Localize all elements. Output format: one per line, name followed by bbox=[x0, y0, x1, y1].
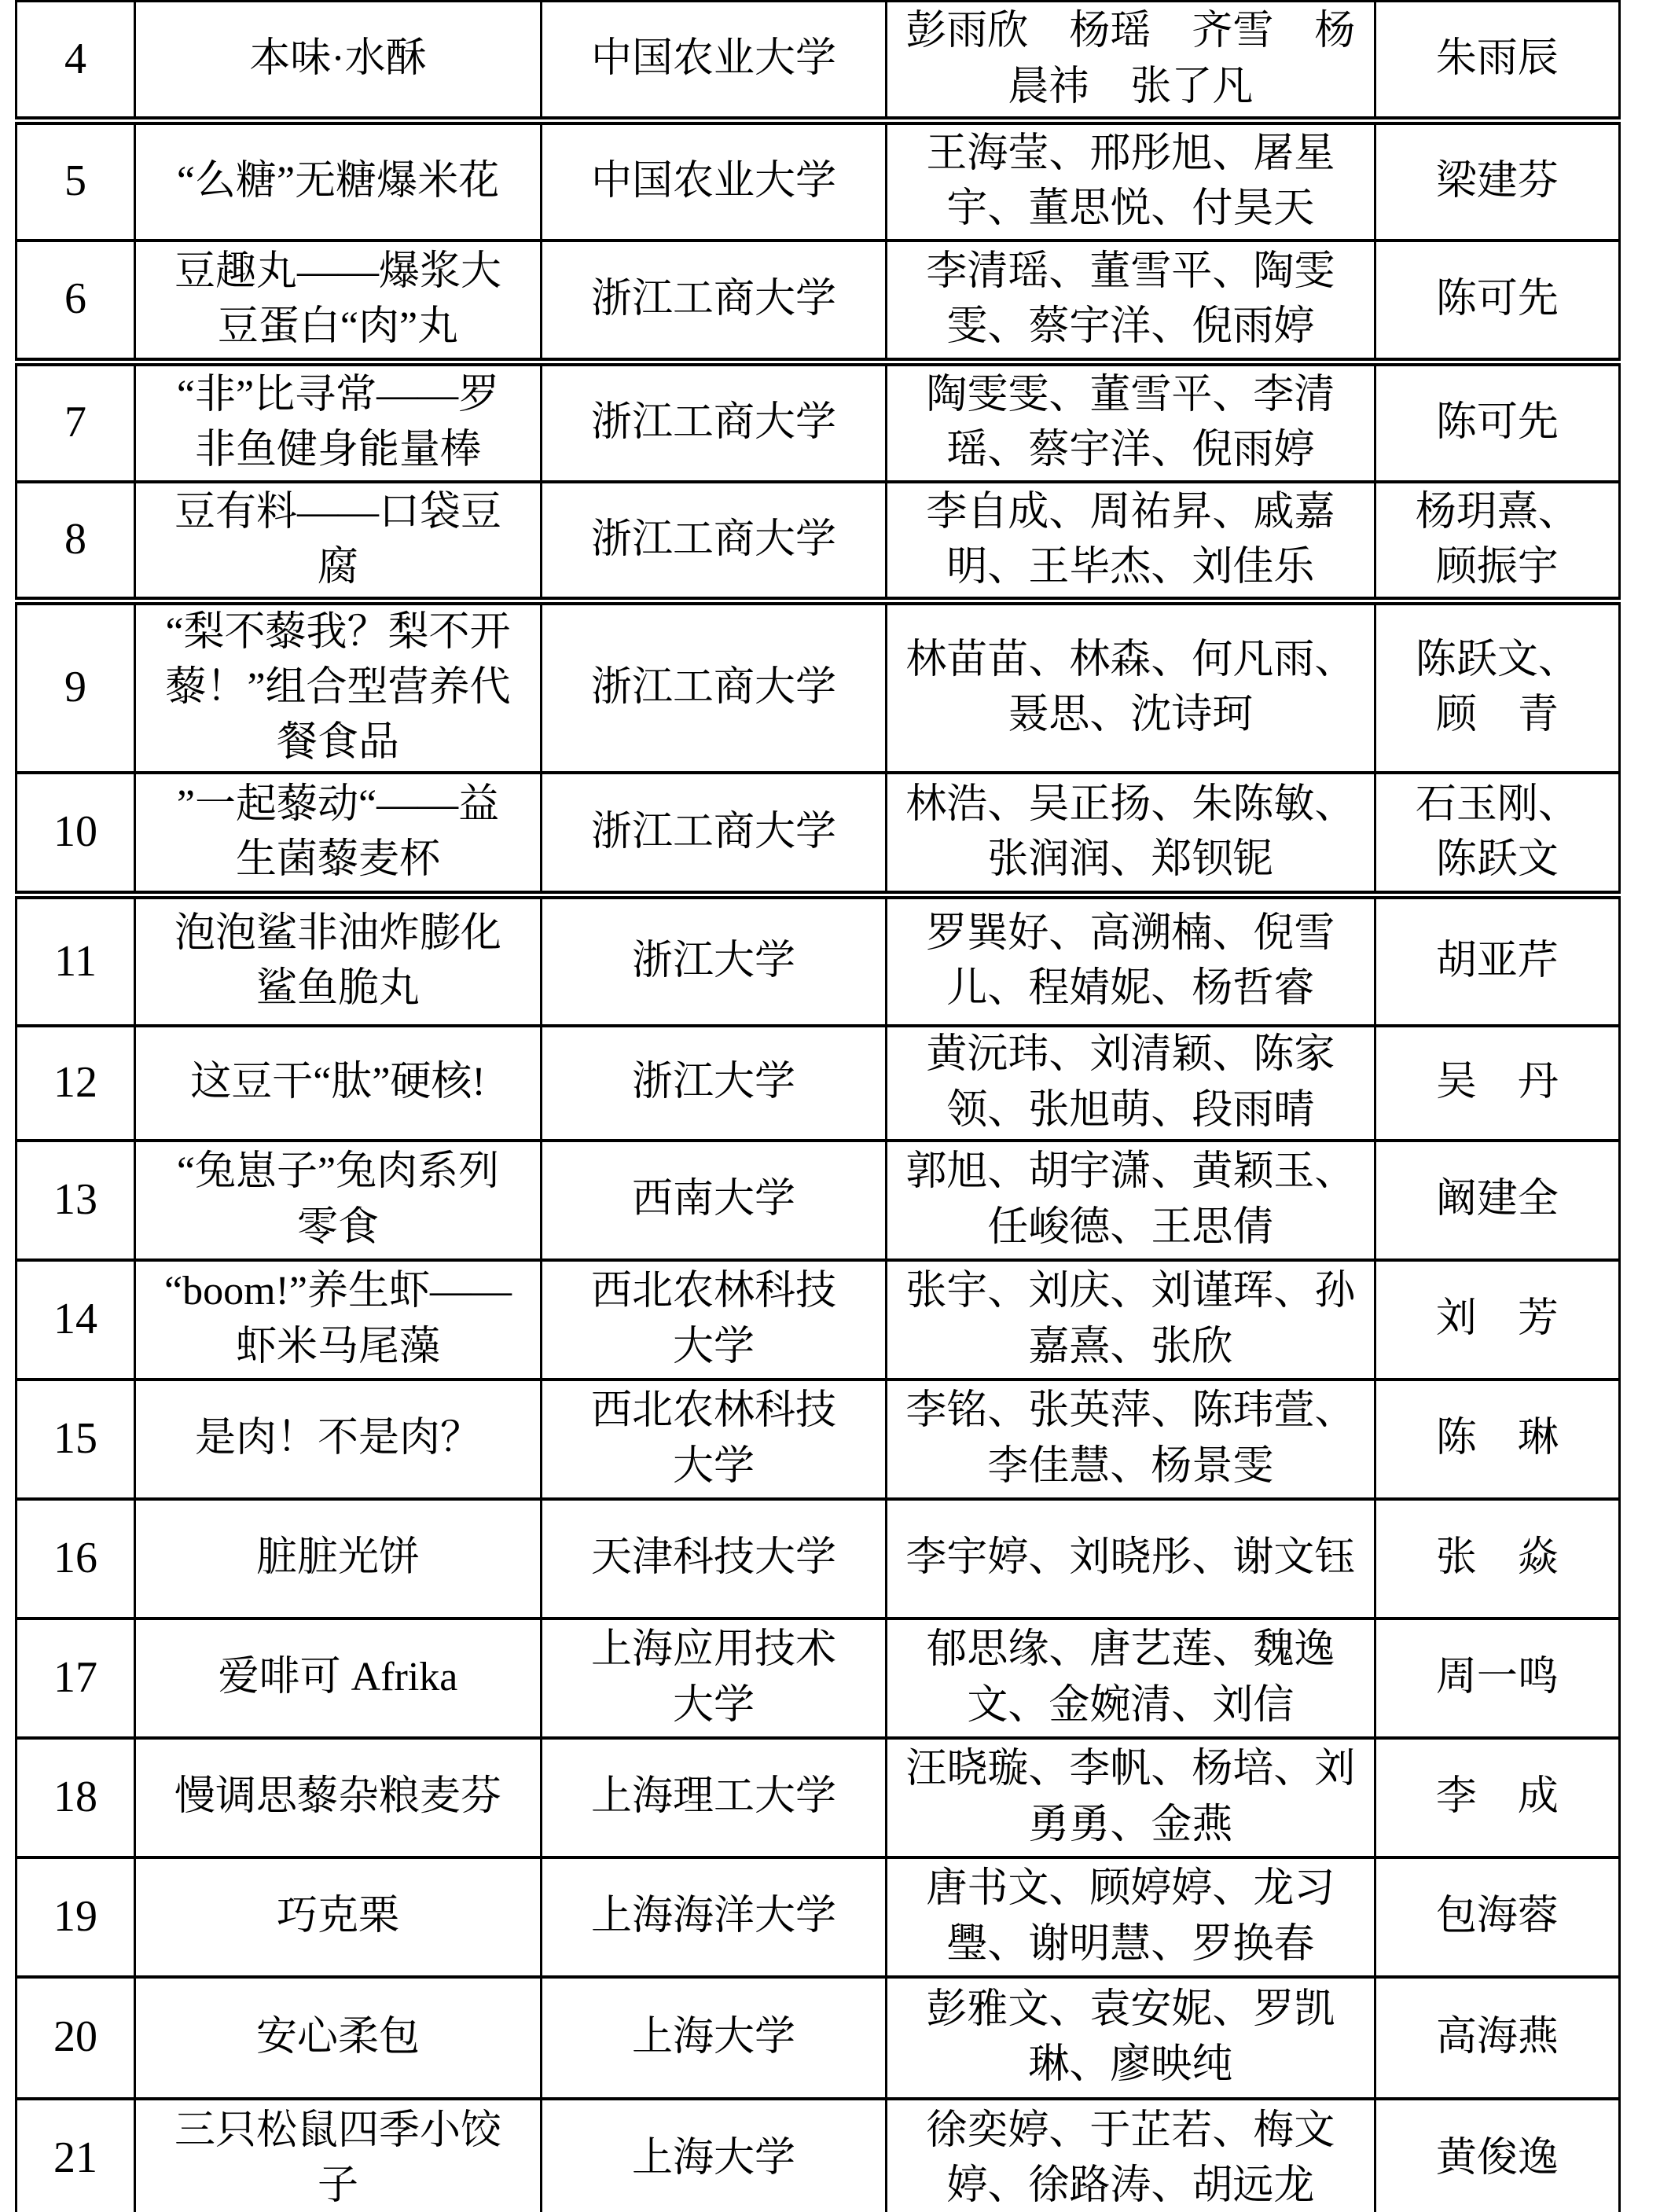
table-row bbox=[17, 1026, 1620, 1141]
row-number-cell: 11 bbox=[17, 895, 135, 1026]
table-row bbox=[17, 773, 1620, 895]
product-name-cell: 泡泡鲨非油炸膨化鲨鱼脆丸 bbox=[135, 895, 542, 1026]
table-row bbox=[17, 1857, 1620, 1977]
row-number-cell: 10 bbox=[17, 773, 135, 895]
team-members-cell: 黄沅玮、刘清颖、陈家领、张旭萌、段雨晴 bbox=[887, 1026, 1375, 1141]
table-row bbox=[17, 241, 1620, 362]
row-number-cell: 16 bbox=[17, 1499, 135, 1619]
product-name-cell: “非”比寻常——罗非鱼健身能量棒 bbox=[135, 362, 542, 482]
team-members-cell: 李清瑶、董雪平、陶雯雯、蔡宇洋、倪雨婷 bbox=[887, 241, 1375, 362]
team-members-cell: 彭雅文、袁安妮、罗凯琳、廖映纯 bbox=[887, 1977, 1375, 2099]
university-cell: 浙江工商大学 bbox=[541, 482, 886, 601]
row-number-cell: 15 bbox=[17, 1380, 135, 1499]
table-row bbox=[17, 1141, 1620, 1260]
table-row bbox=[17, 1260, 1620, 1380]
results-table-body bbox=[17, 2, 1620, 2212]
team-members-cell: 徐奕婷、于芷若、梅文婷、徐路涛、胡远龙 bbox=[887, 2099, 1375, 2212]
university-cell: 西南大学 bbox=[541, 1141, 886, 1260]
table-row bbox=[17, 1977, 1620, 2099]
row-number-cell: 20 bbox=[17, 1977, 135, 2099]
advisor-cell: 杨玥熹、顾振宇 bbox=[1375, 482, 1619, 601]
team-members-cell: 林浩、吴正扬、朱陈敏、张润润、郑钡铌 bbox=[887, 773, 1375, 895]
row-number-cell: 17 bbox=[17, 1619, 135, 1738]
advisor-cell: 张 焱 bbox=[1375, 1499, 1619, 1619]
university-cell: 浙江工商大学 bbox=[541, 773, 886, 895]
row-number-cell: 18 bbox=[17, 1738, 135, 1857]
product-name-cell: 巧克栗 bbox=[135, 1857, 542, 1977]
product-name-cell: 本味·水酥 bbox=[135, 2, 542, 121]
row-number-cell: 19 bbox=[17, 1857, 135, 1977]
product-name-cell: “兔崽子”兔肉系列零食 bbox=[135, 1141, 542, 1260]
team-members-cell: 林苗苗、林森、何凡雨、聂思、沈诗珂 bbox=[887, 601, 1375, 773]
product-name-cell: “么糖”无糖爆米花 bbox=[135, 121, 542, 241]
university-cell: 中国农业大学 bbox=[541, 121, 886, 241]
row-number-cell: 8 bbox=[17, 482, 135, 601]
table-row bbox=[17, 362, 1620, 482]
university-cell: 上海应用技术大学 bbox=[541, 1619, 886, 1738]
university-cell: 浙江工商大学 bbox=[541, 601, 886, 773]
advisor-cell: 胡亚芹 bbox=[1375, 895, 1619, 1026]
advisor-cell: 朱雨辰 bbox=[1375, 2, 1619, 121]
university-cell: 天津科技大学 bbox=[541, 1499, 886, 1619]
university-cell: 浙江大学 bbox=[541, 1026, 886, 1141]
advisor-cell: 陈跃文、顾 青 bbox=[1375, 601, 1619, 773]
advisor-cell: 石玉刚、陈跃文 bbox=[1375, 773, 1619, 895]
product-name-cell: ”一起藜动“——益生菌藜麦杯 bbox=[135, 773, 542, 895]
row-number-cell: 5 bbox=[17, 121, 135, 241]
table-row bbox=[17, 482, 1620, 601]
row-number-cell: 6 bbox=[17, 241, 135, 362]
table-row bbox=[17, 1738, 1620, 1857]
university-cell: 中国农业大学 bbox=[541, 2, 886, 121]
advisor-cell: 刘 芳 bbox=[1375, 1260, 1619, 1380]
table-row bbox=[17, 601, 1620, 773]
product-name-cell: 爱啡可 Afrika bbox=[135, 1619, 542, 1738]
product-name-cell: 豆有料——口袋豆腐 bbox=[135, 482, 542, 601]
product-name-cell: 脏脏光饼 bbox=[135, 1499, 542, 1619]
university-cell: 浙江工商大学 bbox=[541, 241, 886, 362]
table-row bbox=[17, 1619, 1620, 1738]
row-number-cell: 13 bbox=[17, 1141, 135, 1260]
product-name-cell: 三只松鼠四季小饺子 bbox=[135, 2099, 542, 2212]
team-members-cell: 李铭、张英萍、陈玮萱、李佳慧、杨景雯 bbox=[887, 1380, 1375, 1499]
row-number-cell: 14 bbox=[17, 1260, 135, 1380]
table-row bbox=[17, 121, 1620, 241]
university-cell: 上海大学 bbox=[541, 1977, 886, 2099]
advisor-cell: 陈 琳 bbox=[1375, 1380, 1619, 1499]
team-members-cell: 罗巽好、高溯楠、倪雪儿、程婧妮、杨哲睿 bbox=[887, 895, 1375, 1026]
row-number-cell: 12 bbox=[17, 1026, 135, 1141]
team-members-cell: 张宇、刘庆、刘谨珲、孙嘉熹、张欣 bbox=[887, 1260, 1375, 1380]
team-members-cell: 郭旭、胡宇潇、黄颖玉、任峻德、王思倩 bbox=[887, 1141, 1375, 1260]
team-members-cell: 汪晓璇、李帆、杨培、刘勇勇、金燕 bbox=[887, 1738, 1375, 1857]
advisor-cell: 吴 丹 bbox=[1375, 1026, 1619, 1141]
table-row bbox=[17, 2, 1620, 121]
row-number-cell: 7 bbox=[17, 362, 135, 482]
university-cell: 西北农林科技大学 bbox=[541, 1380, 886, 1499]
team-members-cell: 李自成、周祐昇、戚嘉明、王毕杰、刘佳乐 bbox=[887, 482, 1375, 601]
table-row bbox=[17, 1380, 1620, 1499]
table-row bbox=[17, 1499, 1620, 1619]
product-name-cell: 豆趣丸——爆浆大豆蛋白“肉”丸 bbox=[135, 241, 542, 362]
team-members-cell: 李宇婷、刘晓彤、谢文钰 bbox=[887, 1499, 1375, 1619]
product-name-cell: 这豆干“肽”硬核! bbox=[135, 1026, 542, 1141]
table-row bbox=[17, 895, 1620, 1026]
advisor-cell: 李 成 bbox=[1375, 1738, 1619, 1857]
team-members-cell: 陶雯雯、董雪平、李清瑶、蔡宇洋、倪雨婷 bbox=[887, 362, 1375, 482]
advisor-cell: 梁建芬 bbox=[1375, 121, 1619, 241]
team-members-cell: 唐书文、顾婷婷、龙习璺、谢明慧、罗换春 bbox=[887, 1857, 1375, 1977]
product-name-cell: 慢调思藜杂粮麦芬 bbox=[135, 1738, 542, 1857]
advisor-cell: 周一鸣 bbox=[1375, 1619, 1619, 1738]
university-cell: 上海理工大学 bbox=[541, 1738, 886, 1857]
team-members-cell: 彭雨欣 杨瑶 齐雪 杨晨祎 张了凡 bbox=[887, 2, 1375, 121]
team-members-cell: 郁思缘、唐艺莲、魏逸文、金婉清、刘信 bbox=[887, 1619, 1375, 1738]
team-members-cell: 王海莹、邢彤旭、屠星宇、董思悦、付昊天 bbox=[887, 121, 1375, 241]
table-row bbox=[17, 2099, 1620, 2212]
university-cell: 上海海洋大学 bbox=[541, 1857, 886, 1977]
university-cell: 浙江工商大学 bbox=[541, 362, 886, 482]
product-name-cell: 是肉！不是肉？ bbox=[135, 1380, 542, 1499]
product-name-cell: “boom!”养生虾——虾米马尾藻 bbox=[135, 1260, 542, 1380]
university-cell: 浙江大学 bbox=[541, 895, 886, 1026]
row-number-cell: 9 bbox=[17, 601, 135, 773]
product-name-cell: 安心柔包 bbox=[135, 1977, 542, 2099]
advisor-cell: 包海蓉 bbox=[1375, 1857, 1619, 1977]
advisor-cell: 高海燕 bbox=[1375, 1977, 1619, 2099]
competition-results-table bbox=[15, 0, 1621, 2212]
advisor-cell: 陈可先 bbox=[1375, 362, 1619, 482]
row-number-cell: 21 bbox=[17, 2099, 135, 2212]
advisor-cell: 黄俊逸 bbox=[1375, 2099, 1619, 2212]
row-number-cell: 4 bbox=[17, 2, 135, 121]
advisor-cell: 陈可先 bbox=[1375, 241, 1619, 362]
university-cell: 上海大学 bbox=[541, 2099, 886, 2212]
product-name-cell: “梨不藜我？梨不开藜！”组合型营养代餐食品 bbox=[135, 601, 542, 773]
advisor-cell: 阚建全 bbox=[1375, 1141, 1619, 1260]
university-cell: 西北农林科技大学 bbox=[541, 1260, 886, 1380]
